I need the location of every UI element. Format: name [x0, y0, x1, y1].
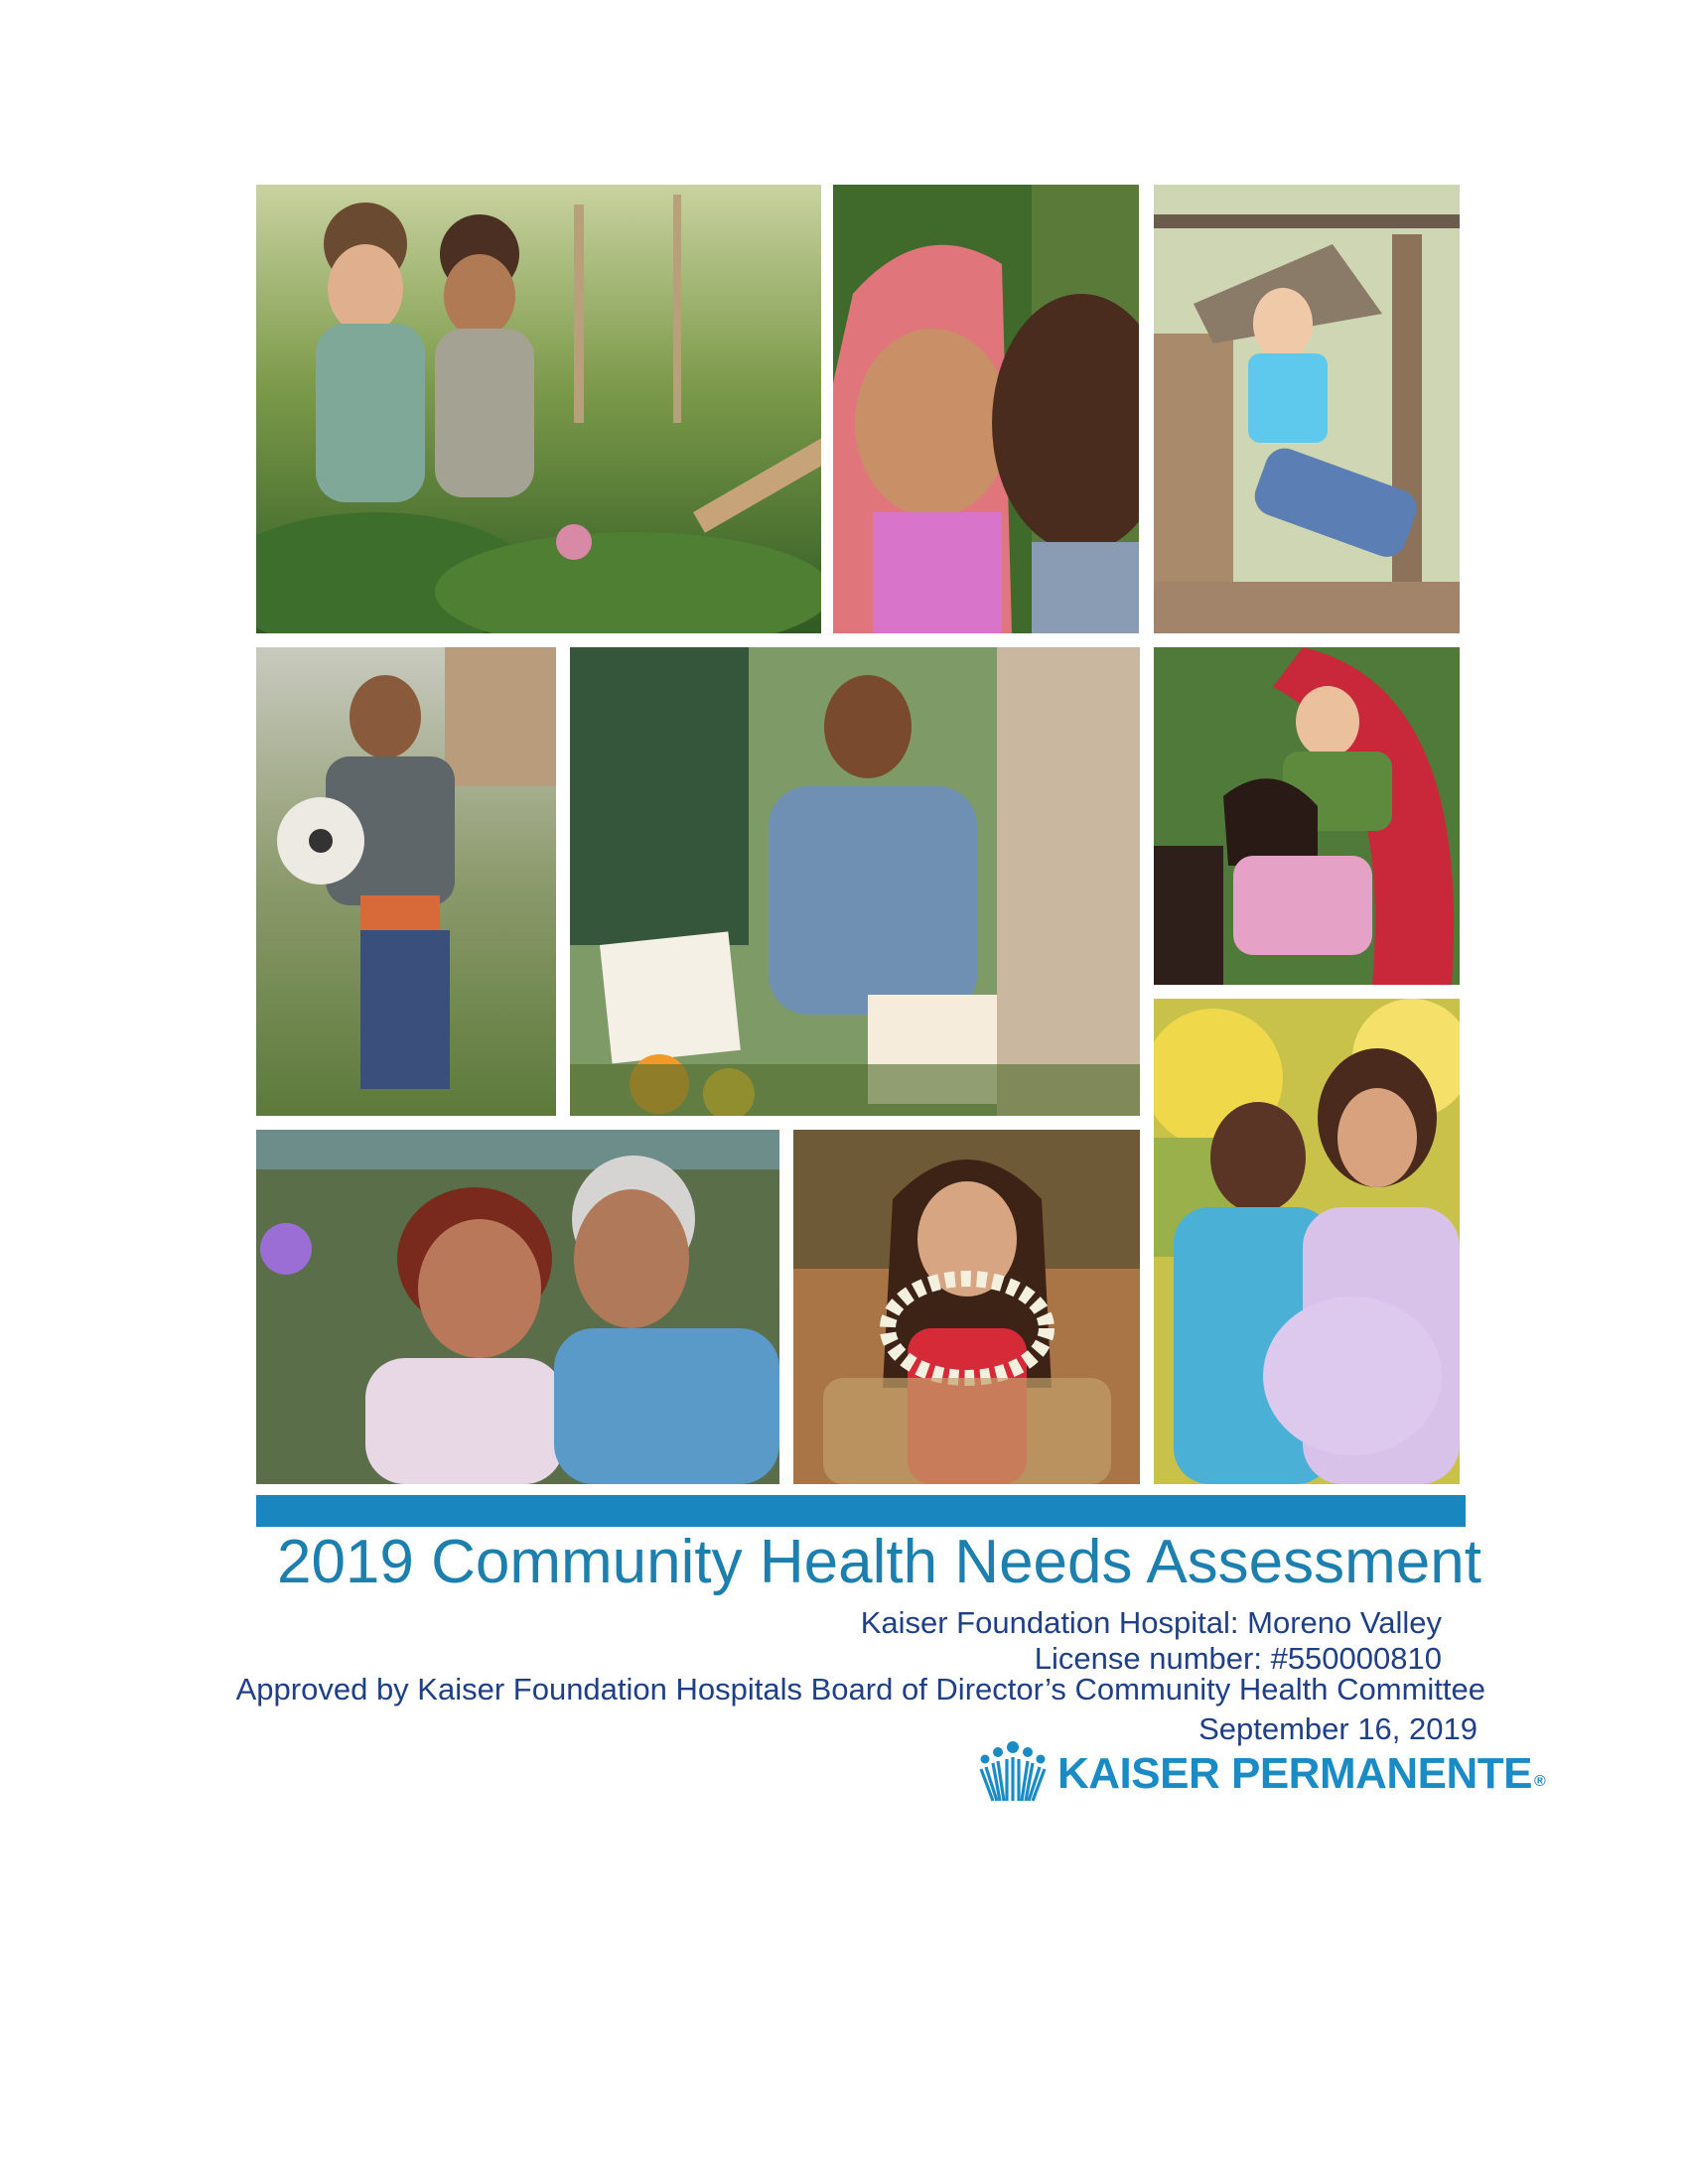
logo-wordmark: KAISER PERMANENTE ®: [1057, 1749, 1546, 1798]
girl-lei-photo: [793, 1130, 1140, 1484]
kids-gardening-photo: [256, 185, 821, 633]
hospital-name: Kaiser Foundation Hospital: Moreno Valley: [860, 1605, 1442, 1640]
document-title: 2019 Community Health Needs Assessment: [276, 1528, 1481, 1596]
girl-playground-photo: [1154, 185, 1460, 633]
senior-couple-photo: [256, 1130, 779, 1484]
kaiser-permanente-people-icon: [978, 1739, 1048, 1805]
expecting-couple-photo: [1154, 999, 1460, 1484]
kids-slide-photo: [1154, 647, 1460, 985]
farmers-market-photo: [570, 647, 1140, 1116]
accent-bar: [256, 1495, 1466, 1527]
approval-date: September 16, 2019: [1198, 1711, 1477, 1746]
approval-statement: Approved by Kaiser Foundation Hospitals Board of Director’s Community Health Committee: [235, 1672, 1485, 1706]
boy-soccer-ball-photo: [256, 647, 556, 1116]
license-number: License number: #550000810: [1034, 1641, 1442, 1676]
father-daughter-photo: [833, 185, 1139, 633]
